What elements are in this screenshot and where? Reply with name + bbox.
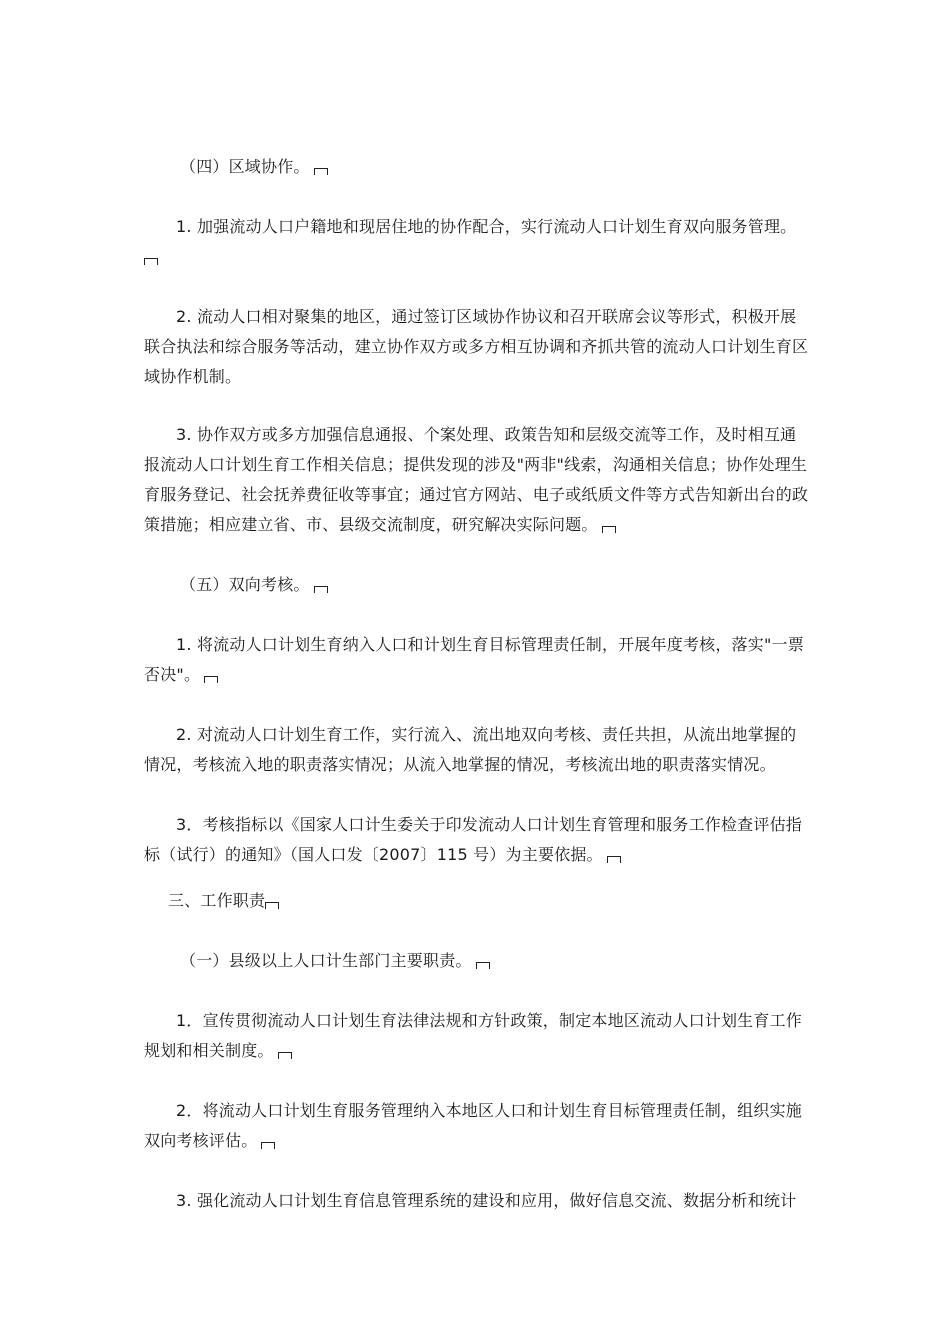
section-title-job-duties: 三、工作职责 <box>144 886 812 916</box>
paragraph-item: 2. 流动人口相对聚集的地区，通过签订区域协作协议和召开联席会议等形式，积极开展联合执法和综合服务等活动，建立协作双方或多方相互协调和齐抓共管的流动人口计划生育区域协作机制。 <box>144 307 809 386</box>
paragraph-mark-icon <box>265 902 279 909</box>
paragraph-mark-icon <box>314 586 328 593</box>
paragraph-item: 1. 加强流动人口户籍地和现居住地的协作配合，实行流动人口计划生育双向服务管理。 <box>144 212 812 262</box>
paragraph-mark-icon <box>314 168 328 175</box>
heading-two-way-assessment: （五）双向考核。 <box>144 570 812 600</box>
paragraph-item: 1．宣传贯彻流动人口计划生育法律法规和方针政策，制定本地区流动人口计划生育工作规划和相关制度。 <box>144 1011 802 1060</box>
paragraph-mark-icon <box>204 676 218 683</box>
paragraph-item: 3．考核指标以《国家人口计生委关于印发流动人口计划生育管理和服务工作检查评估指标（试行）的通知》（国人口发〔2007〕115 号）为主要依据。 <box>144 815 802 864</box>
paragraph-mark-icon <box>278 1052 292 1059</box>
paragraph-item: 2．将流动人口计划生育服务管理纳入本地区人口和计划生育目标管理责任制，组织实施双向考核评估。 <box>144 1101 802 1150</box>
paragraph-item: 3. 协作双方或多方加强信息通报、个案处理、政策告知和层级交流等工作，及时相互通报流动人口计划生育工作相关信息；提供发现的涉及"两非"线索，沟通相关信息；协作处理生育服务登记、社会抚养费征收等事宜；通过官方网站、电子或纸质文件等方式告知新出台的政策措施；相应建立省、市、县级交流制度，研究解决实际问题。 <box>144 425 809 534</box>
heading-regional-cooperation: （四）区域协作。 <box>144 152 812 182</box>
heading-county-duties: （一）县级以上人口计生部门主要职责。 <box>144 946 812 976</box>
paragraph-mark-icon <box>607 856 621 863</box>
paragraph-mark-icon <box>261 1142 275 1149</box>
paragraph-mark-icon <box>602 526 616 533</box>
paragraph-item: 2. 对流动人口计划生育工作，实行流入、流出地双向考核、责任共担，从流出地掌握的情况，考核流入地的职责落实情况；从流入地掌握的情况，考核流出地的职责落实情况。 <box>144 725 797 774</box>
paragraph-item: 1. 将流动人口计划生育纳入人口和计划生育目标管理责任制，开展年度考核，落实"一票否决"。 <box>144 635 804 684</box>
paragraph-mark-icon <box>476 962 490 969</box>
paragraph-item: 3. 强化流动人口计划生育信息管理系统的建设和应用，做好信息交流、数据分析和统计 <box>176 1191 797 1210</box>
paragraph-mark-icon <box>144 258 158 265</box>
